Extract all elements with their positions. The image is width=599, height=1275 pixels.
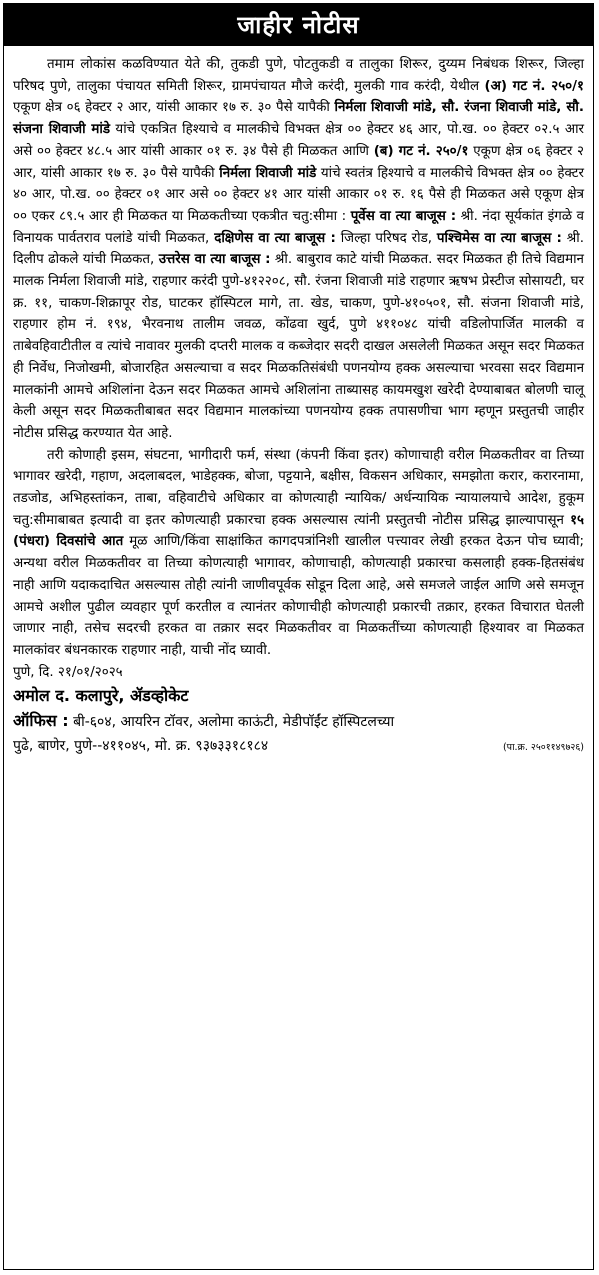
notice-paragraph-2 [13, 445, 584, 662]
p1-segment: तमाम लोकांस कळविण्यात येते की, तुकडी पुणे, पोटतुकडी व तालुका शिरूर, दुय्यम निबंधक शिरूर, जिल्हा परिषद पुणे, तालुका पंचायत समिती शिरूर, ग्रामपंचायत मौजे करंदी, मुलकी गाव करंदी, येथील [13, 57, 584, 94]
notice-paragraph-1 [13, 54, 584, 445]
p2-segment-bold: १५ (पंधरा) दिवसांचे आत [13, 512, 584, 550]
p1-segment: यांचे स्वतंत्र हिश्याचे व मालकीचे विभक्त क्षेत्र ०० हेक्टर ४० आर, पो.ख. ०० हेक्टर ०१ आर असे ०० हेक्टर ४१ आर यांसी आकार ०१ रु. १६ पैसे ही मिळकत असे एकूण क्षेत्र ०० एकर ८९.५ आर ही मिळकत या मिळकतीच्या एकत्रीत चतु:सीमा : [13, 165, 584, 224]
p1-segment: श्री. नंदा सूर्यकांत इंगळे व विनायक पार्वतराव पलांडे यांची मिळकत, [13, 208, 584, 246]
notice-date: पुणे, दि. २१/०१/२०२५ [13, 664, 123, 680]
reference-code: (पा.क्र. २५०११४९७२६) [502, 742, 584, 754]
p1-segment: श्री. बाबुराव काटे यांची मिळकत. सदर मिळकत ही तिचे विद्यमान मालक निर्मला शिवाजी मांडे, राहणार करंदी पुणे-४१२२०८, सौ. रंजना शिवाजी मांडे राहणार ऋषभ प्रेस्टीज सोसायटी, घर क्र. ११, चाकण-शिक्रापूर रोड, घाटकर हॉस्पिटल मागे, ता. खेड, चाकण, पुणे-४१०५०१, सौ. संजना शिवाजी मांडे, राहणार होम नं. १९४, भैरवनाथ तालीम जवळ, कोंढवा खुर्द, पुणे ४११०४८ यांची वडिलोपार्जित मालकी व ताबेवहिवाटीतील व त्यांचे नावावर मुलकी दप्तरी मालक व कब्जेदार सदरी दाखल असलेली मिळकत असून सदर मिळकत ही निर्वेध, निजोखमी, बोजारहित असल्याचा व सदर मिळकतिसंबंधी पणनयोग्य हक्क असल्याचा भरवसा सदर विद्यमान मालकांनी आमचे अशिलांना देऊन सदर मिळकत आमचे अशिलांना ताब्यासह कायमखुश खरेदी देण्याबाबत बोलणी चालू केली असून सदर मिळकतीबाबत सदर विद्यमान मालकांच्या पणनयोग्य हक्क तपासणीचा भाग म्हणून प्रस्तुतची जाहीर नोटीस प्रसिद्ध करण्यात येत आहे. [13, 252, 584, 441]
p1-segment-bold: निर्मला शिवाजी मांडे, सौ. रंजना शिवाजी मांडे, सौ. संजना शिवाजी मांडे [13, 100, 584, 138]
p1-segment: यांचे एकत्रित हिश्याचे व मालकीचे विभक्त क्षेत्र ०० हेक्टर ४६ आर, पो.ख. ०० हेक्टर ०२.५ आर असे ०० हेक्टर ४८.५ आर यांसी आकार ०१ रु. ३४ पैसे ही मिळकत आणि [13, 122, 584, 159]
office-address-text: बी-६०४, आयरिन टॉवर, अलोमा काऊंटी, मेडीपॉईंट हॉस्पिटलच्या [68, 714, 395, 731]
office-address-line-1 [13, 709, 584, 734]
p2-segment: तरी कोणाही इसम, संघटना, भागीदारी फर्म, संस्था (कंपनी किंवा इतर) कोणाचाही वरील मिळकतीवर वा तिच्या भागावर खरेदी, गहाण, अदलाबदल, भाडेहक्क, बोजा, पट्टयाने, बक्षीस, विकसन अधिकार, समझोता करार, करारनामा, तडजोड, अभिहस्तांकन, ताबा, वहिवाटीचे अधिकार वा कोणत्याही न्यायिक/ अर्धन्यायिक न्यायालयाचे आदेश, हुकूम चतु:सीमाबाबत इत्यादी वा इतर कोणत्याही प्रकारचा हक्क असल्यास त्यांनी प्रस्तुतची नोटीस प्रसिद्ध झाल्यापासून [13, 447, 584, 528]
office-label: ऑफिस : [13, 711, 69, 731]
p1-segment-bold: (ब) गट नं. २५०/१ [373, 143, 469, 159]
p1-segment-bold: (अ) गट नं. २५०/१ [484, 78, 584, 94]
p1-segment-bold: उत्तरेस वा त्या बाजूस : [158, 252, 271, 268]
signatory-name: अमोल द. कलापुरे, ॲडव्होकेट [13, 686, 189, 706]
p1-segment: जिल्हा परिषद रोड, [335, 230, 437, 246]
p1-segment-bold: पश्चिमेस वा त्या बाजूस : [436, 230, 562, 246]
p1-segment-bold: दक्षिणेस वा त्या बाजूस : [214, 230, 336, 246]
notice-body [4, 46, 593, 760]
notice-title: जाहीर नोटीस [4, 4, 593, 46]
p1-segment-bold: पूर्वेस वा त्या बाजूस : [350, 208, 457, 224]
p1-segment: एकूण क्षेत्र ०६ हेक्टर २ आर, यांसी आकार १७ रु. ३० पैसे यापैकी [13, 143, 585, 181]
p2-segment: मूळ आणि/किंवा साक्षांकित कागदपत्रांनिशी खालील पत्त्यावर लेखी हरकत देऊन पोच घ्यावी; अन्यथा वरील मिळकतीवर वा तिच्या कोणत्याही भागावर, कोणाचाही, कोणत्याही प्रकारचा कसलाही हक्क-हितसंबंध नाही आणि यदाकदाचित असल्यास तोही त्यांनी जाणीवपूर्वक सोडून दिला आहे, असे समजले जाईल आणि असे समजून आमचे अशील पुढील व्यवहार पूर्ण करतील व त्यानंतर कोणाचीही कोणत्याही प्रकारची तक्रार, हरकत विचारात घेतली जाणार नाही, तसेच सदरची हरकत वा तक्रार सदर मिळकतीवर वा मिळकतींच्या कोणत्याही हिश्यावर वा मिळकत मालकांवर बंधनकारक राहणार नाही, याची नोंद घ्यावी. [13, 534, 585, 658]
office-address-line-2-row [13, 734, 584, 760]
public-notice [3, 3, 594, 1270]
p1-segment: एकूण क्षेत्र ०६ हेक्टर २ आर, यांसी आकार १७ रु. ३० पैसे यापैकी [13, 100, 335, 116]
p1-segment: श्री. दिलीप ढोकले यांची मिळकत, [13, 230, 585, 268]
p1-segment-bold: निर्मला शिवाजी मांडे [219, 165, 317, 181]
office-address-line-2: पुढे, बाणेर, पुणे--४११०४५, मो. क्र. ९३७३३१८१८४ [13, 738, 269, 755]
